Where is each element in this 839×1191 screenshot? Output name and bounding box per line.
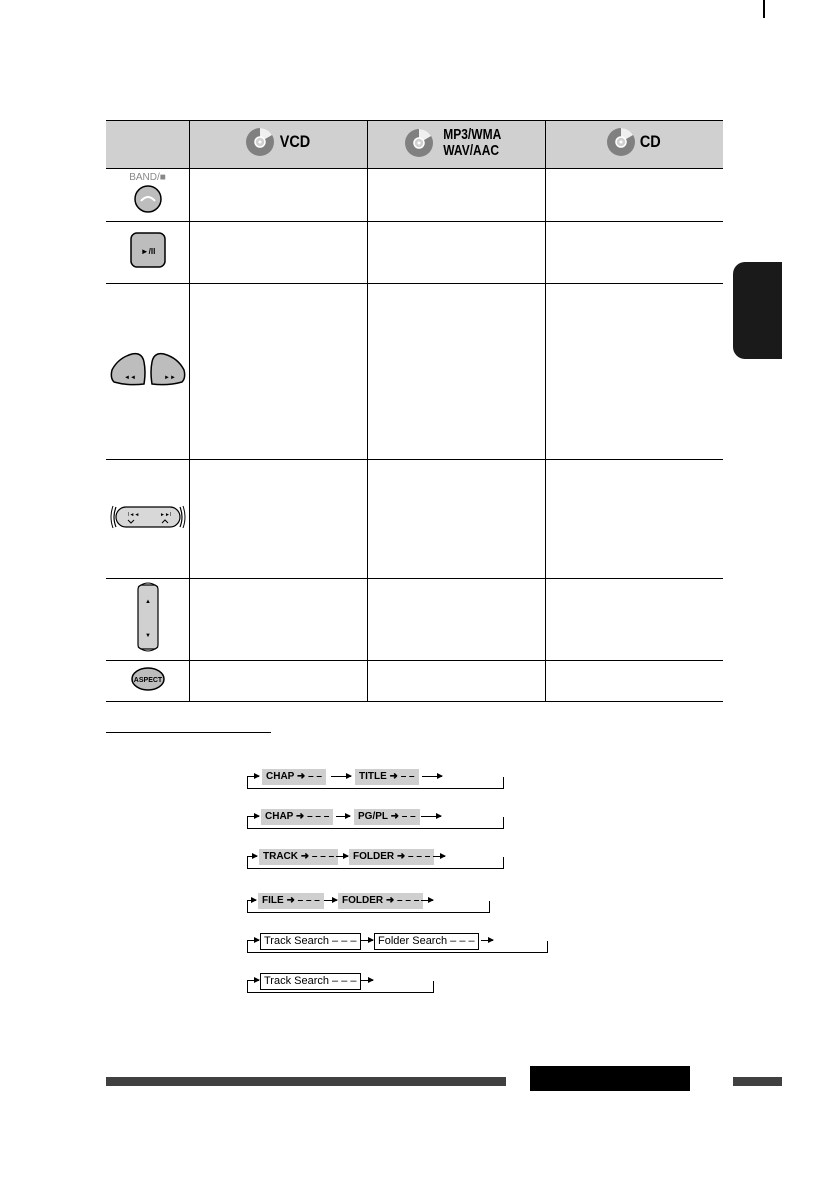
vcd-cell [190,661,368,702]
table-row [106,284,723,460]
vcd-cell [190,460,368,579]
arrow-icon [331,776,351,777]
table-row [106,169,723,222]
disc-icon [404,128,434,158]
rewind-glyph: ◄◄ [123,375,136,381]
play-pause-cell [106,222,190,284]
aspect-cell [106,661,190,702]
flow-box: Folder Search – – – [374,933,479,950]
arrow-icon [247,940,259,941]
flow-box: Track Search – – – [260,973,361,990]
disc-icon [245,127,275,157]
disc-icon [606,127,636,157]
search-flow-1 [247,769,503,789]
cd-cell [546,169,724,222]
vcd-cell [190,284,368,460]
cd-cell [546,222,724,284]
arrow-icon [433,856,445,857]
mp3-cell [368,460,546,579]
arrow-icon [247,900,256,901]
flow-chip: FOLDER ➜ – – – [338,893,423,909]
arrow-icon [361,940,373,941]
cd-cell [546,661,724,702]
mp3-label-line1: MP3/WMA [443,125,502,143]
table-row [106,460,723,579]
flow-chip: CHAP ➜ – – – [261,809,333,825]
mp3-cell [368,579,546,661]
down-glyph: ▼ [144,633,151,639]
mp3-label-line2: WAV/AAC [443,141,500,159]
play-pause-button-icon [129,231,167,269]
search-flow-4 [247,893,489,913]
aspect-label: ASPECT [133,676,162,684]
arrow-icon [421,816,441,817]
forward-glyph: ►► [163,375,176,381]
arrow-icon [324,900,337,901]
arrow-icon [247,980,259,981]
flow-chip: PG/PL ➜ – – [354,809,420,825]
skip-knob-icon [110,503,186,531]
cd-cell [546,284,724,460]
search-flow-3 [247,849,503,869]
mp3-cell [368,169,546,222]
arrow-icon [421,900,433,901]
arrow-icon [247,856,257,857]
flow-box: Track Search – – – [260,933,361,950]
header-empty-cell [106,121,190,169]
flow-chip: CHAP ➜ – – [262,769,326,785]
up-down-cell [106,579,190,661]
mp3-cell [368,661,546,702]
language-side-tab [733,262,782,359]
cd-cell [546,579,724,661]
aspect-button-icon [130,665,166,693]
footer-page-box [530,1066,690,1091]
table-row [106,579,723,661]
band-stop-cell [106,169,190,222]
up-glyph: ▲ [144,599,151,605]
arrow-icon [247,776,259,777]
mp3-cell [368,284,546,460]
table-row [106,661,723,702]
flow-chip: FILE ➜ – – – [258,893,324,909]
play-pause-glyph: ►/II [140,247,155,256]
cd-cell [546,460,724,579]
header-vcd [190,121,368,169]
arrow-icon [422,776,442,777]
band-stop-label: BAND/■ [129,171,166,183]
arrow-icon [336,816,350,817]
band-stop-button-icon [131,184,165,214]
vcd-cell [190,579,368,661]
footer-bar-right [733,1077,782,1086]
table-row [106,222,723,284]
vcd-cell [190,169,368,222]
skip-knob-cell [106,460,190,579]
search-flow-6 [247,973,433,993]
vcd-cell [190,222,368,284]
vcd-label: VCD [279,132,310,151]
rew-ff-cell [106,284,190,460]
skip-back-glyph: I◄◄ [127,511,139,518]
flow-chip: TITLE ➜ – – [355,769,419,785]
flow-chip: TRACK ➜ – – – [259,849,338,865]
operation-table [106,120,723,702]
arrow-icon [336,856,348,857]
header-mp3 [368,121,546,169]
mp3-cell [368,222,546,284]
search-flow-5 [247,933,547,953]
cd-label: CD [640,132,661,151]
arrow-icon [247,816,259,817]
caption-underline [106,732,271,733]
header-cd [546,121,724,169]
rewind-forward-buttons-icon [108,348,188,390]
arrow-icon [361,980,373,981]
search-flow-2 [247,809,503,829]
skip-forward-glyph: ►►I [159,511,171,518]
up-down-rocker-icon [134,581,162,653]
flow-chip: FOLDER ➜ – – – [349,849,434,865]
top-crop-rule [763,0,765,18]
arrow-icon [481,940,493,941]
footer-bar [106,1077,506,1086]
